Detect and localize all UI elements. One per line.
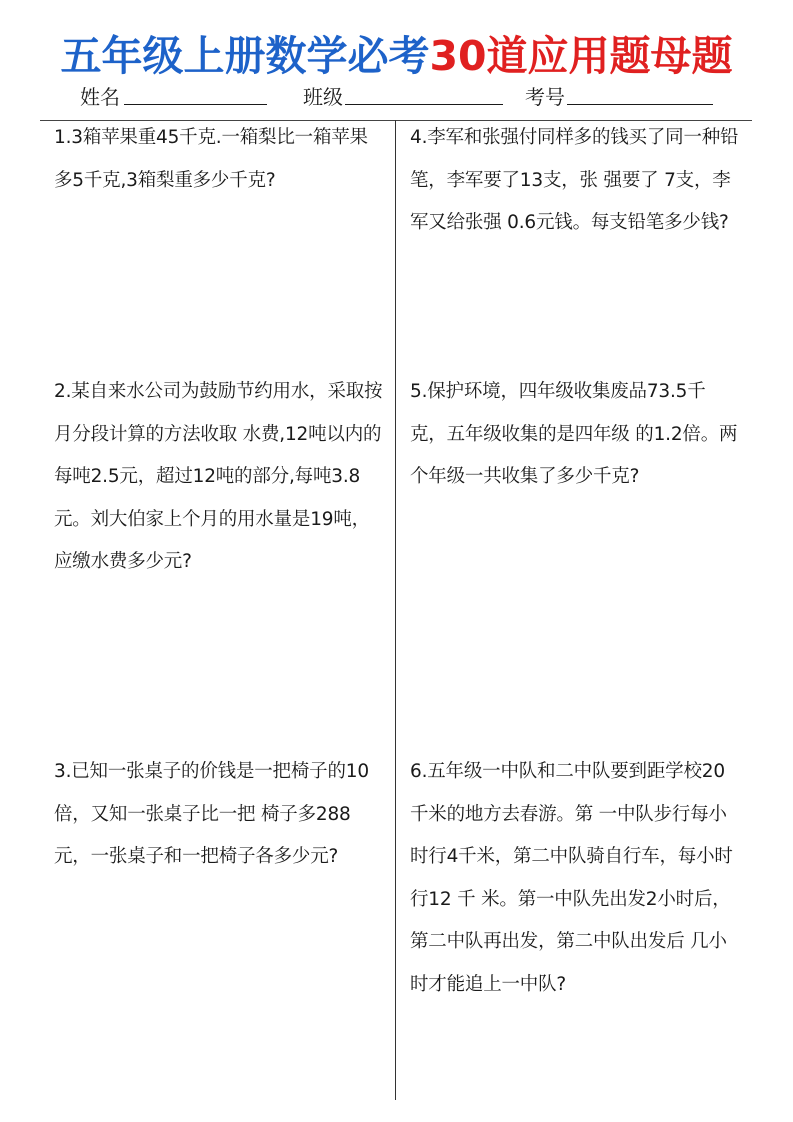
title-part-red: 30道应用题母题 [429,32,733,80]
class-label: 班级 [303,85,343,109]
question-1: 1.3箱苹果重45千克.一箱梨比一箱苹果多5千克,3箱梨重多少千克? [54,127,368,191]
question-2: 2.某自来水公司为鼓励节约用水，采取按月分段计算的方法收取 水费,12吨以内的每吨2.5元，超过12吨的部分,每吨3.8元。刘大伯家上个月的用水量是19吨，应缴水费多少元? [54,381,383,572]
question-3: 3.已知一张桌子的价钱是一把椅子的10倍，又知一张桌子比一把 椅子多288元，一张桌子和一把椅子各多少元? [54,761,369,867]
page-title [0,26,793,86]
column-divider [395,120,396,1100]
question-5: 5.保护环境，四年级收集废品73.5千克，五年级收集的是四年级 的1.2倍。两个年级一共收集了多少千克? [410,381,738,487]
title-part-blue: 五年级上册数学必考 [60,32,430,80]
exam-no-field[interactable] [567,104,713,105]
question-6: 6.五年级一中队和二中队要到距学校20 千米的地方去春游。第 一中队步行每小时行4千米，第二中队骑自行车，每小时行12 千 米。第一中队先出发2小时后，第二中队再出发，第二中队出发后 几小时才能追上一中队? [410,761,733,995]
exam-no-label: 考号 [525,85,565,109]
name-label: 姓名 [80,85,120,109]
class-field[interactable] [345,104,503,105]
name-field[interactable] [124,104,267,105]
question-4: 4.李军和张强付同样多的钱买了同一种铅笔，李军要了13支，张 强要了 7支，李军又给张强 0.6元钱。每支铅笔多少钱? [410,127,739,233]
student-info-row [0,84,793,114]
